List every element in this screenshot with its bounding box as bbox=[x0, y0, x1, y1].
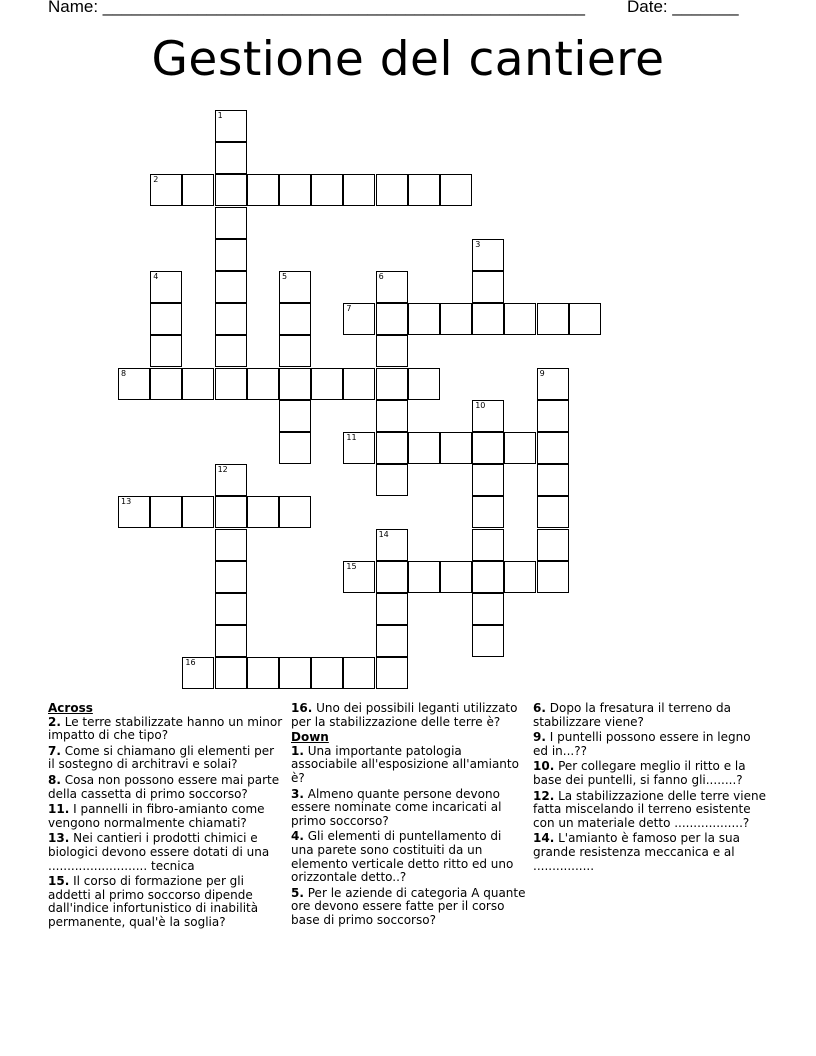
grid-cell[interactable] bbox=[472, 496, 504, 528]
grid-cell[interactable] bbox=[343, 657, 375, 689]
grid-cell[interactable] bbox=[376, 593, 408, 625]
grid-cell[interactable] bbox=[311, 657, 343, 689]
grid-cell[interactable] bbox=[472, 432, 504, 464]
grid-cell[interactable] bbox=[408, 561, 440, 593]
grid-cell[interactable] bbox=[247, 496, 279, 528]
clue-number: 8 bbox=[121, 368, 127, 378]
grid-cell[interactable] bbox=[279, 303, 311, 335]
grid-cell[interactable] bbox=[215, 496, 247, 528]
grid-cell[interactable] bbox=[279, 400, 311, 432]
grid-cell[interactable] bbox=[279, 174, 311, 206]
grid-cell[interactable] bbox=[408, 432, 440, 464]
down-heading: Down bbox=[291, 730, 329, 745]
clues-column-3 bbox=[533, 702, 769, 875]
grid-cell[interactable] bbox=[472, 239, 504, 271]
grid-cell[interactable] bbox=[215, 174, 247, 206]
clue-number: 11 bbox=[346, 433, 357, 442]
grid-cell[interactable] bbox=[376, 529, 408, 561]
grid-cell[interactable] bbox=[537, 561, 569, 593]
clue-across-2: 2. Le terre stabilizzate hanno un minor impatto di che tipo? bbox=[48, 714, 283, 743]
name-field-label: Name: ___________________________________________________ bbox=[48, 0, 585, 16]
grid-cell[interactable] bbox=[440, 174, 472, 206]
grid-cell[interactable] bbox=[279, 368, 311, 400]
grid-cell[interactable] bbox=[215, 657, 247, 689]
clue-number: 4 bbox=[153, 272, 159, 281]
clue-number: 5 bbox=[282, 272, 288, 281]
grid-cell[interactable] bbox=[247, 657, 279, 689]
grid-cell[interactable] bbox=[472, 529, 504, 561]
grid-cell[interactable] bbox=[472, 561, 504, 593]
grid-cell[interactable] bbox=[472, 303, 504, 335]
grid-cell[interactable] bbox=[311, 174, 343, 206]
grid-cell[interactable] bbox=[215, 529, 247, 561]
grid-cell[interactable] bbox=[182, 657, 214, 689]
grid-cell[interactable] bbox=[215, 142, 247, 174]
grid-cell[interactable] bbox=[408, 368, 440, 400]
page-title: Gestione del cantiere bbox=[151, 32, 665, 87]
grid-cell[interactable] bbox=[150, 335, 182, 367]
grid-cell[interactable] bbox=[118, 368, 150, 400]
grid-cell[interactable] bbox=[215, 368, 247, 400]
grid-cell[interactable] bbox=[215, 561, 247, 593]
clue-down-10: 10. Per collegare meglio il ritto e la base dei puntelli, si fanno gli........? bbox=[533, 759, 746, 787]
grid-cell[interactable] bbox=[343, 303, 375, 335]
grid-cell[interactable] bbox=[537, 496, 569, 528]
grid-cell[interactable] bbox=[118, 496, 150, 528]
grid-cell[interactable] bbox=[504, 561, 536, 593]
clue-down-3: 3. Almeno quante persone devono essere nominate come incaricati al primo soccorso? bbox=[291, 786, 502, 828]
grid-cell[interactable] bbox=[279, 335, 311, 367]
grid-cell[interactable] bbox=[343, 174, 375, 206]
grid-cell[interactable] bbox=[150, 368, 182, 400]
clues-column-1 bbox=[48, 702, 284, 932]
grid-cell[interactable] bbox=[279, 432, 311, 464]
grid-cell[interactable] bbox=[279, 657, 311, 689]
grid-cell[interactable] bbox=[537, 529, 569, 561]
grid-cell[interactable] bbox=[440, 432, 472, 464]
clue-number: 13 bbox=[121, 497, 132, 507]
clue-down-6: 6. Dopo la fresatura il terreno da stabilizzare viene? bbox=[533, 701, 731, 729]
clue-number: 1 bbox=[217, 111, 223, 120]
clue-number: 14 bbox=[378, 529, 389, 539]
clue-number: 3 bbox=[475, 239, 481, 249]
grid-cell[interactable] bbox=[376, 271, 408, 303]
grid-cell[interactable] bbox=[376, 303, 408, 335]
grid-cell[interactable] bbox=[376, 561, 408, 593]
grid-cell[interactable] bbox=[440, 303, 472, 335]
grid-cell[interactable] bbox=[150, 303, 182, 335]
grid-cell[interactable] bbox=[376, 657, 408, 689]
grid-cell[interactable] bbox=[537, 400, 569, 432]
grid-cell[interactable] bbox=[472, 593, 504, 625]
grid-cell[interactable] bbox=[182, 496, 214, 528]
grid-cell[interactable] bbox=[343, 368, 375, 400]
grid-cell[interactable] bbox=[376, 335, 408, 367]
grid-cell[interactable] bbox=[537, 464, 569, 496]
clue-down-14: 14. L'amianto è famoso per la sua grande resistenza meccanica e al ................ bbox=[533, 831, 740, 873]
grid-cell[interactable] bbox=[279, 496, 311, 528]
grid-cell[interactable] bbox=[376, 174, 408, 206]
grid-cell[interactable] bbox=[150, 271, 182, 303]
grid-cell[interactable] bbox=[537, 368, 569, 400]
clue-number: 15 bbox=[346, 561, 357, 571]
grid-cell[interactable] bbox=[311, 368, 343, 400]
clue-number: 16 bbox=[185, 658, 196, 668]
grid-cell[interactable] bbox=[343, 432, 375, 464]
clue-down-12: 12. La stabilizzazione delle terre viene fatta miscelando il terreno esistente con un materiale detto ..................? bbox=[533, 788, 766, 830]
clue-across-15: 15. Il corso di formazione per gli addetti al primo soccorso dipende dall'indice infortunistico di inabilità permanente, qual'è la soglia? bbox=[48, 874, 259, 929]
clue-number: 6 bbox=[378, 272, 384, 281]
grid-cell[interactable] bbox=[215, 464, 247, 496]
grid-cell[interactable] bbox=[215, 335, 247, 367]
clue-across-13: 13. Nei cantieri i prodotti chimici e biologici devono essere dotati di una .......................... tecnica bbox=[48, 831, 270, 873]
grid-cell[interactable] bbox=[215, 110, 247, 142]
grid-cell[interactable] bbox=[472, 400, 504, 432]
grid-cell[interactable] bbox=[376, 464, 408, 496]
clue-down-1: 1. Una importante patologia associabile all'esposizione all'amianto è? bbox=[291, 743, 519, 785]
grid-cell[interactable] bbox=[504, 303, 536, 335]
grid-cell[interactable] bbox=[440, 561, 472, 593]
clue-across-16: 16. Uno dei possibili leganti utilizzato per la stabilizzazione delle terre è? bbox=[291, 701, 518, 729]
grid-cell[interactable] bbox=[472, 464, 504, 496]
clue-number: 10 bbox=[475, 400, 486, 410]
clue-down-9: 9. I puntelli possono essere in legno ed in...?? bbox=[533, 730, 751, 758]
grid-cell[interactable] bbox=[215, 303, 247, 335]
grid-cell[interactable] bbox=[376, 432, 408, 464]
grid-cell[interactable] bbox=[537, 432, 569, 464]
across-heading: Across bbox=[48, 701, 93, 715]
grid-cell[interactable] bbox=[150, 496, 182, 528]
clue-number: 12 bbox=[217, 465, 228, 475]
grid-cell[interactable] bbox=[182, 368, 214, 400]
grid-cell[interactable] bbox=[215, 271, 247, 303]
grid-cell[interactable] bbox=[215, 207, 247, 239]
grid-cell[interactable] bbox=[408, 303, 440, 335]
grid-cell[interactable] bbox=[504, 432, 536, 464]
clue-down-5: 5. Per le aziende di categoria A quante ore devono essere fatte per il corso base di primo soccorso? bbox=[291, 885, 526, 927]
clue-across-8: 8. Cosa non possono essere mai parte della cassetta di primo soccorso? bbox=[48, 772, 280, 801]
clues-column-2 bbox=[291, 702, 527, 930]
grid-cell[interactable] bbox=[376, 368, 408, 400]
clue-down-4: 4. Gli elementi di puntellamento di una parete sono costituiti da un elemento verticale detto ritto ed uno orizzontale detto..? bbox=[291, 829, 514, 885]
clue-across-11: 11. I pannelli in fibro-amianto come vengono normalmente chiamati? bbox=[48, 802, 265, 830]
clue-number: 2 bbox=[153, 175, 159, 185]
clue-number: 7 bbox=[346, 304, 352, 314]
grid-cell[interactable] bbox=[150, 174, 182, 206]
clue-across-7: 7. Come si chiamano gli elementi per il sostegno di architravi e solai? bbox=[48, 743, 275, 772]
grid-cell[interactable] bbox=[376, 400, 408, 432]
grid-cell[interactable] bbox=[472, 271, 504, 303]
grid-cell[interactable] bbox=[376, 625, 408, 657]
grid-cell[interactable] bbox=[537, 303, 569, 335]
grid-cell[interactable] bbox=[472, 625, 504, 657]
clue-number: 9 bbox=[539, 368, 545, 378]
grid-cell[interactable] bbox=[279, 271, 311, 303]
grid-cell[interactable] bbox=[215, 625, 247, 657]
date-field-label: Date: _______ bbox=[627, 0, 739, 16]
grid-cell[interactable] bbox=[569, 303, 601, 335]
grid-cell[interactable] bbox=[215, 239, 247, 271]
grid-cell[interactable] bbox=[408, 174, 440, 206]
grid-cell[interactable] bbox=[343, 561, 375, 593]
grid-cell[interactable] bbox=[247, 174, 279, 206]
grid-cell[interactable] bbox=[215, 593, 247, 625]
grid-cell[interactable] bbox=[182, 174, 214, 206]
grid-cell[interactable] bbox=[247, 368, 279, 400]
